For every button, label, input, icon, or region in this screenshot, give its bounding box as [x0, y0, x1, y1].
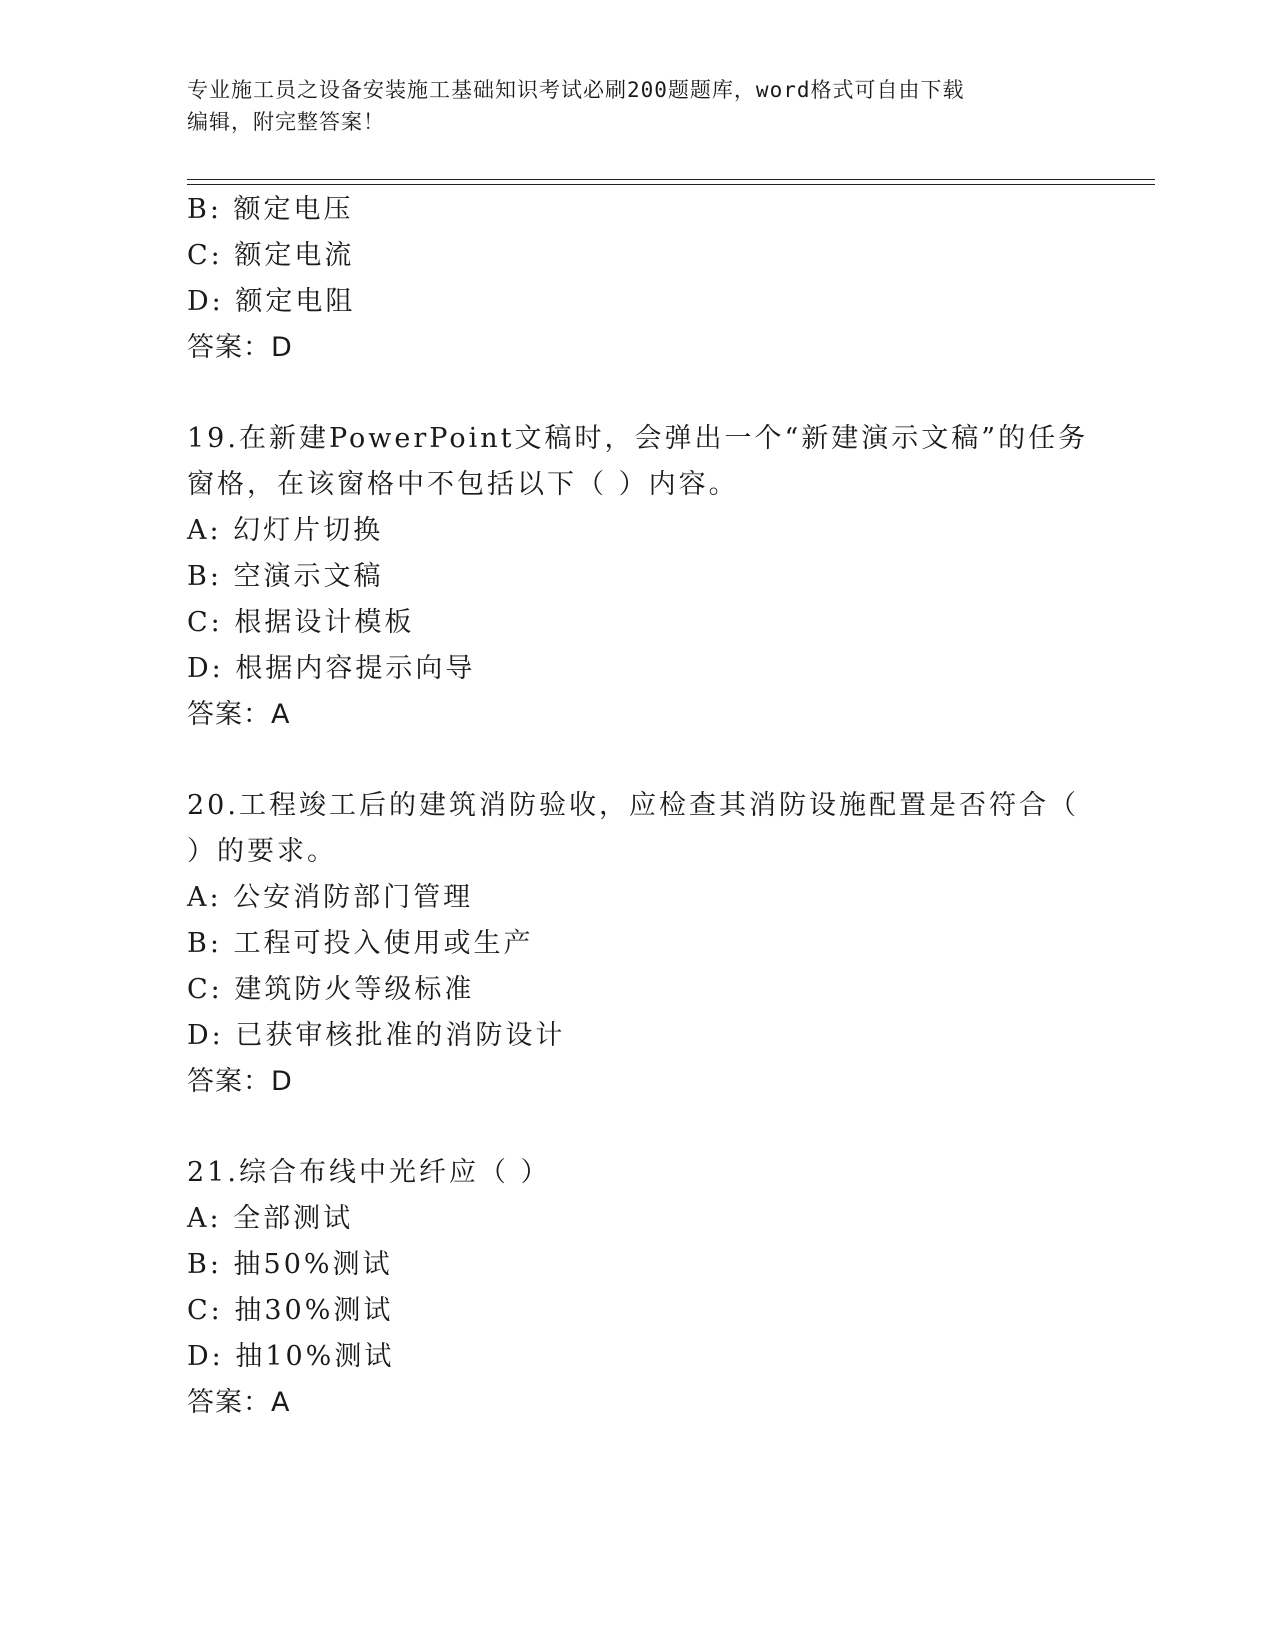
page-header — [187, 74, 1087, 138]
answer-line: 答案：D — [187, 1066, 293, 1097]
option-c: C: 抽30%测试 — [187, 1295, 394, 1326]
question-19-block — [187, 416, 1087, 738]
option-b: B: 空演示文稿 — [187, 561, 384, 592]
option-a: A: 全部测试 — [187, 1203, 354, 1234]
option-a: A: 幻灯片切换 — [187, 515, 384, 546]
question-20-stem-line-2: ）的要求。 — [187, 836, 337, 867]
question-19-stem-line-2: 窗格，在该窗格中不包括以下（ ）内容。 — [187, 469, 739, 500]
answer-line: 答案：A — [187, 699, 291, 730]
option-b: B: 工程可投入使用或生产 — [187, 928, 534, 959]
option-a: A: 公安消防部门管理 — [187, 882, 474, 913]
option-d: D: 额定电阻 — [187, 286, 356, 317]
answer-line: 答案：D — [187, 332, 293, 363]
question-21-stem-line-1: 21.综合布线中光纤应（ ） — [187, 1157, 551, 1188]
header-divider-bottom — [187, 184, 1155, 185]
question-21-block — [187, 1150, 1087, 1426]
question-content — [187, 187, 1087, 1426]
option-d: D: 抽10%测试 — [187, 1341, 395, 1372]
header-title-line-2: 编辑，附完整答案！ — [187, 110, 385, 134]
option-c: C: 额定电流 — [187, 240, 355, 271]
header-divider-top — [187, 179, 1155, 180]
option-b: B: 抽50%测试 — [187, 1249, 393, 1280]
answer-line: 答案：A — [187, 1387, 291, 1418]
header-title-line-1: 专业施工员之设备安装施工基础知识考试必刷200题题库，word格式可自由下载 — [187, 78, 965, 102]
question-20-stem-line-1: 20.工程竣工后的建筑消防验收，应检查其消防设施配置是否符合（ — [187, 790, 1079, 821]
option-c: C: 根据设计模板 — [187, 607, 415, 638]
previous-question-block — [187, 187, 1087, 371]
question-19-stem-line-1: 19.在新建PowerPoint文稿时，会弹出一个“新建演示文稿”的任务 — [187, 423, 1089, 454]
option-b: B: 额定电压 — [187, 194, 354, 225]
option-d: D: 根据内容提示向导 — [187, 653, 476, 684]
option-c: C: 建筑防火等级标准 — [187, 974, 475, 1005]
option-d: D: 已获审核批准的消防设计 — [187, 1020, 566, 1051]
question-20-block — [187, 783, 1087, 1105]
